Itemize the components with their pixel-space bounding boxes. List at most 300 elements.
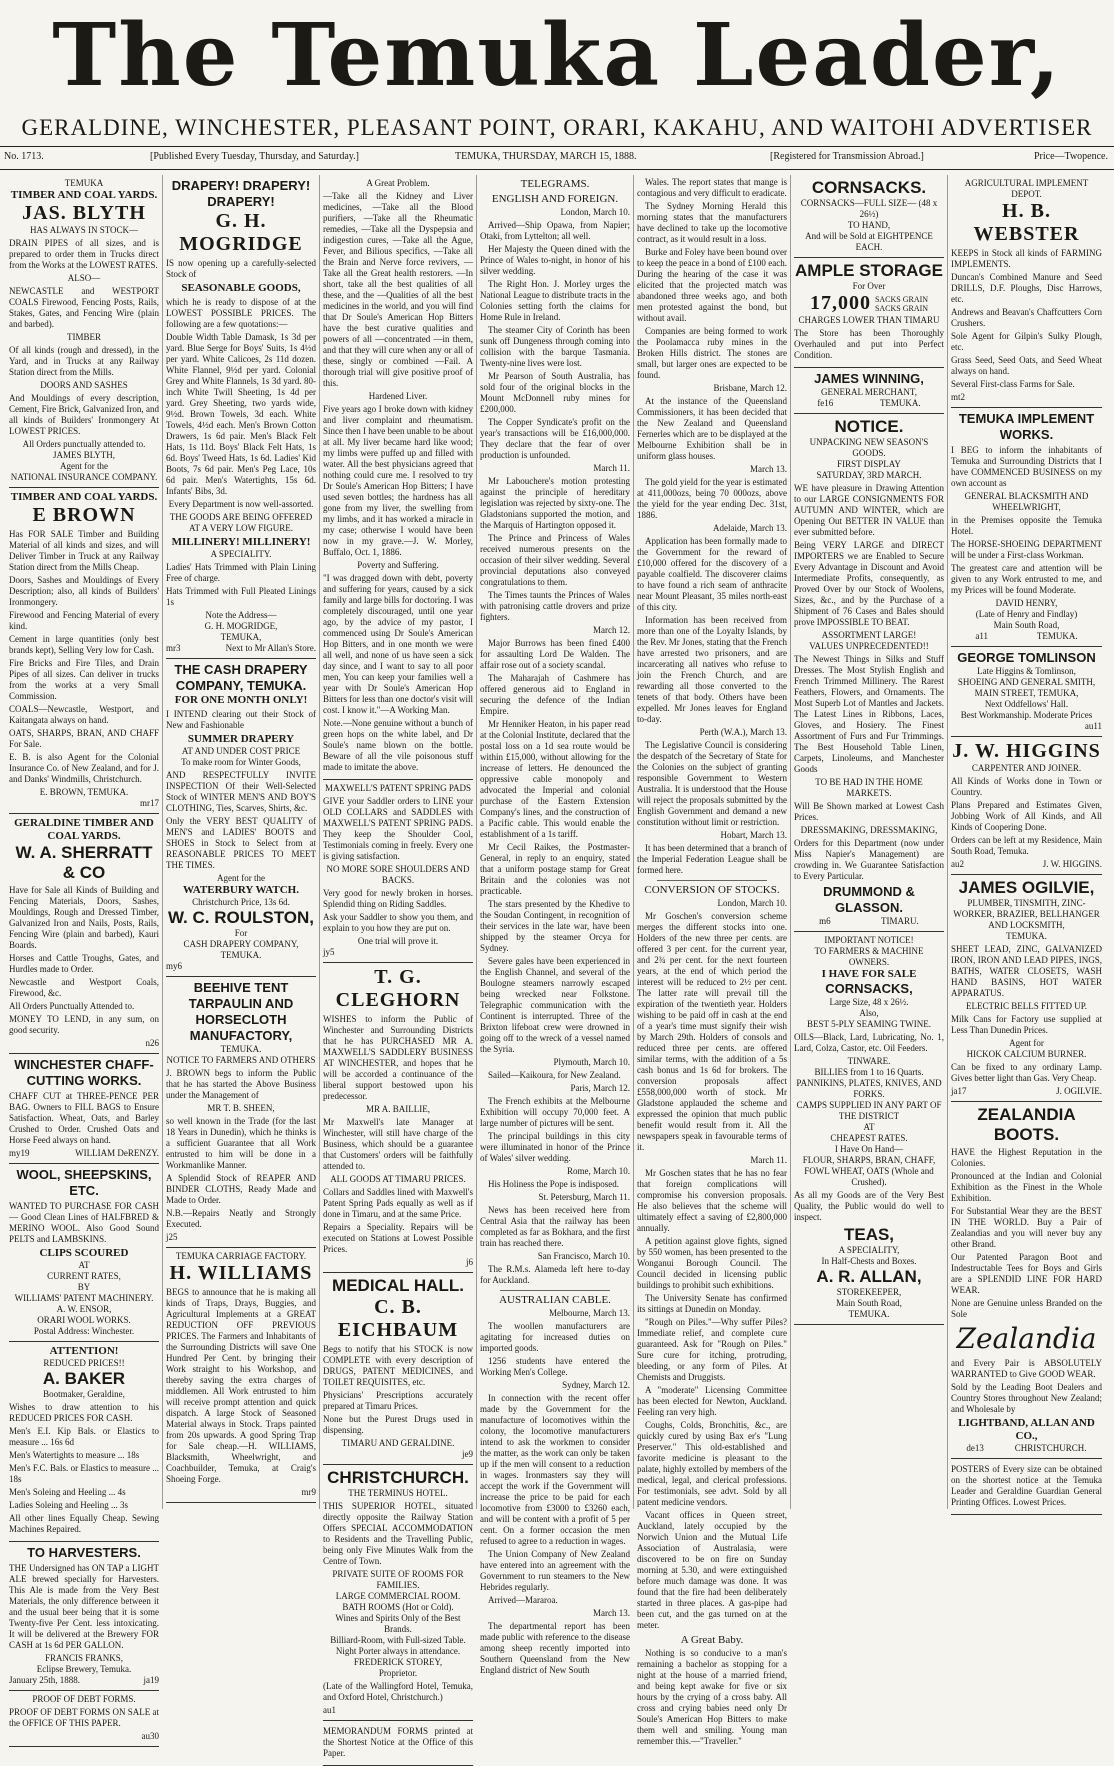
news-paragraph: At the instance of the Queensland Commissioners, it has been decided that the New Zealand and Queensland Fernerles which are to be displayed at the Melbourne Exhibition shall be in uniform glass houses.	[637, 396, 787, 461]
ad-code: fe16	[817, 398, 834, 408]
column-3	[320, 175, 477, 1758]
cornsacks-ad	[794, 175, 944, 258]
chaff-ad	[9, 1054, 159, 1164]
ad-heading: CORNSACKS.	[811, 178, 927, 197]
ad-body: Can be fixed to any ordinary Lamp. Gives better light than Gas. Very Cheap.	[951, 1062, 1102, 1083]
ad-body: Grass Seed, Seed Oats, and Seed Wheat always on hand.	[951, 355, 1102, 376]
section-heading: AUSTRALIAN CABLE.	[499, 1294, 611, 1306]
ad-line: Proprietor.	[378, 1668, 418, 1678]
ad-line: Large Size, 48 x 26½.	[829, 997, 909, 1007]
news-paragraph: Her Majesty the Queen dined with the Prince of Wales to-night, in honor of his silver wedding.	[480, 244, 630, 276]
ad-line: ELECTRIC BELLS FITTED UP.	[966, 1001, 1087, 1011]
ad-line: ASSORTMENT LARGE!	[821, 630, 917, 640]
ad-subheading: REDUCED PRICES!!	[43, 1358, 125, 1368]
advertiser-name: DRUMMOND & GLASSON.	[823, 884, 915, 915]
ad-signature: FREDERICK STOREY,	[353, 1657, 443, 1667]
ad-body: Has FOR SALE Timber and Building Material of all kinds and sizes, and will Deliver Timber in Truck at any Railway Station direct from the Mills Cheap.	[9, 529, 159, 572]
ad-body: Several First-class Farms for Sale.	[951, 379, 1075, 389]
ad-line: (Late of Henry and Findlay)	[975, 609, 1078, 619]
ad-line: TIMBER	[66, 332, 101, 342]
news-paragraph: The R.M.s. Alameda left here to-day for Auckland.	[480, 1264, 630, 1285]
cash-drapery-ad	[166, 659, 316, 977]
divider	[500, 1290, 610, 1291]
ad-body: None but the Purest Drugs used in dispensing.	[323, 1414, 473, 1435]
ad-body: Cement in large quantities (only best brands kept), Selling Very low for Cash.	[9, 634, 159, 655]
ad-body: PROOF OF DEBT FORMS ON SALE at the OFFICE OF THIS PAPER.	[9, 1707, 159, 1728]
ad-body: I BEG to inform the inhabitants of Temuka and Surrounding Districts that I have COMMENCED BUSINESS on my own account as	[951, 445, 1102, 488]
ad-line: Note the Address—	[205, 610, 277, 620]
ad-body: And Mouldings of every description, Cement, Fire Brick, Galvanized Iron, and all kinds of Builders' Ironmongery At LOWEST PRICES.	[9, 393, 159, 436]
advertiser-name: LIGHTBAND, ALLAN AND CO.,	[958, 1417, 1095, 1442]
dateline-item: Paris, March 12.	[570, 1083, 630, 1093]
ad-date: January 25th, 1888.	[9, 1675, 80, 1685]
ad-heading: THE CASH DRAPERY COMPANY, TEMUKA.	[174, 662, 308, 693]
section-heading: CONVERSION OF STOCKS.	[644, 884, 780, 896]
ad-heading: A Great Problem.	[366, 178, 430, 188]
ad-line: ALSO—	[67, 273, 101, 283]
news-paragraph: It has been determined that a branch of the Imperial Federation League shall be formed here.	[637, 843, 787, 875]
advertiser-name: J. W. HIGGINS	[952, 740, 1101, 762]
masthead	[0, 0, 1114, 150]
news-paragraph: Mr Goschen states that he has no fear that foreign complications will compromise his conversion proposals. He also believes that the scheme will ultimately effect a saving of £2,800,000 annually.	[637, 1168, 787, 1233]
ad-footer	[951, 1443, 1102, 1454]
ad-subheading: Hardened Liver.	[368, 391, 428, 401]
higgins-ad	[951, 737, 1102, 875]
mogridge-ad	[166, 175, 316, 659]
dateline-item: Adelaide, March 13.	[713, 523, 787, 533]
ad-body: OILS—Black, Lard, Lubricating, No. 1, Lard, Colza, Castor, etc. Oil Feeders.	[794, 1032, 944, 1053]
advertiser-name: G. H. MOGRIDGE	[179, 210, 303, 255]
terminus-hotel-ad	[323, 1465, 473, 1721]
ad-footer	[951, 631, 1102, 642]
ad-code: j6	[465, 1257, 473, 1267]
ad-body: —Take all the Kidney and Liver medicines, —Take all the Blood purifiers, —Take all the Rheumatic remedies, —Take all the Dyspepsia and indigestion cures, —Take all the Ague, Fever, and Bilious specifics, —Take all the Brain and Nerve force revivers, —Take all the Great health restorers. —In short, take all the best qualities of all these, and the —Qualities of all the best medicines in the world, and you will find that Dr Soule's American Hop Bitters have the best curative qualities and powers of all —concentrated —in them, and that they will cure when any or all of these, singly or combined —Fail. A thorough trial will give positive proof of this.	[323, 191, 473, 388]
news-paragraph: Nothing is so conducive to a man's remaining a bachelor as stopping for a night at the house of a married friend, and being kept awake for five or six hours by the crying of a cross baby. All cross and crying babies need only Dr Soule's American Hop Bitters to make them well and smiling. Young man remember this.—"Traveller."	[637, 1648, 787, 1746]
news-paragraph: The steamer City of Corinth has been sunk off Dungeness through coming into collision with the barque Tasmania. Twenty-nine lives were lost.	[480, 325, 630, 368]
dateline-item: Brisbane, March 12.	[713, 383, 787, 393]
ad-body: Five years ago I broke down with kidney and liver complaint and rheumatism. Since then I have been unable to be about at all. My liver became hard like wood; my limbs were puffed up and filled with water. All the best physicians agreed that nothing could cure me. I resolved to try Dr Soule's American Hop Bitters; I have used seven bottles; the hardness has all gone from my liver, the swelling from my limbs, and it has worked a miracle in my case; otherwise I would have been now in my grave.—J. W. Morley, Buffalo, Oct. 1, 1886.	[323, 404, 473, 557]
ad-body: The HORSE-SHOEING DEPARTMENT will be under a First-class Workman.	[951, 539, 1102, 560]
ad-body: Pronounced at the Indian and Colonial Exhibition as the Finest in the Whole Exhibition.	[951, 1171, 1102, 1203]
ad-body: For Substantial Wear they are the BEST IN THE WORLD. Buy a Pair of Zealandias and you will never buy any other Brand.	[951, 1206, 1102, 1249]
ad-line: Main South Road,	[836, 1298, 902, 1308]
ad-heading: TIMBER AND COAL YARDS.	[10, 491, 158, 503]
ad-line: I Have On Hand—	[834, 1144, 904, 1154]
news-paragraph: 1256 students have entered the Working Men's College.	[480, 1356, 630, 1377]
ad-line: I HAVE FOR SALE	[821, 968, 917, 980]
ad-line: For	[234, 928, 248, 938]
news-paragraph: A "moderate" Licensing Committee has been elected for Newton, Auckland. Feeling ran very high.	[637, 1385, 787, 1417]
news-paragraph: The Prince and Princess of Wales received numerous presents on the occasion of their silver wedding. Several provincial deputations also conveyed congratulations to them.	[480, 533, 630, 587]
ad-code: j25	[166, 1232, 178, 1242]
ad-body: Will Be Shown marked at Lowest Cash Prices.	[794, 801, 944, 822]
news-paragraph: Severe gales have been experienced in the English Channel, and several of the Boulogne steamers narrowly escaped being wrecked near Folkstone. Telegraphic communication with the Continent is interrupted. Three of the Brixton lifeboat crew were drowned in going off to the wreck of a vessel named the Syria.	[480, 956, 630, 1054]
news-paragraph: Wales. The report states that mange is contagious and very difficult to eradicate.	[637, 177, 787, 198]
ad-line: CHEAPEST RATES.	[830, 1133, 908, 1143]
ad-signature: G. H. MOGRIDGE,	[204, 621, 278, 631]
ad-line: In Half-Chests and Boxes.	[821, 1256, 917, 1266]
ad-line: To make room for Winter Goods,	[181, 757, 301, 767]
ad-line: Billiard-Room, with Full-sized Table.	[330, 1635, 466, 1645]
news-paragraph: The principal buildings in this city were illuminated in honor of the Prince of Wales' silver wedding.	[480, 1131, 630, 1163]
issue-number: No. 1713.	[4, 151, 44, 162]
ad-body: COALS—Newcastle, Westport, and Kaitangata always on hand.	[9, 704, 159, 725]
ad-heading: AMPLE STORAGE	[795, 261, 943, 280]
ad-heading: TIMBER AND COAL YARDS.	[10, 189, 158, 201]
ad-body: HAVE the Highest Reputation in the Colonies.	[951, 1147, 1102, 1168]
ad-body: MONEY TO LEND, in any sum, on good security.	[9, 1014, 159, 1035]
ad-body: All Orders Punctually Attended to.	[9, 1001, 135, 1011]
ad-footer	[794, 916, 944, 927]
news-paragraph: The gold yield for the year is estimated at 411,000ozs, being 70 000ozs, above the yield for the year ending Dec. 31st, 1886.	[637, 477, 787, 520]
ad-body: so well known in the Trade (for the last 18 Years in Dunedin), which he thinks is a sufficient Guarantee that all Work entrusted to him will be done in a Workmanlike Manner.	[166, 1116, 316, 1170]
ad-signature: JAMES BLYTH,	[52, 450, 116, 460]
ad-body: BEGS to announce that he is making all kinds of Traps, Drays, Buggies, and Agricultural Implements at a GREAT REDUCTION OFF PREVIOUS PRICES. The Farmers and Inhabitants of the Surrounding Districts will save One Hundred Per Cent. by bringing their Work straight to his Workshop, and thereby saving the extra charges of middlemen. All Work entrusted to him will receive prompt attention and quick dispatch. A large Stock of Seasoned Material always in Stock. Traps painted from 20s upwards. A good Spring Trap for Sale cheap.—H. WILLIAMS, Blacksmith, Wheelwright, and Coachbuilder, Temuka, at Craig's Shoeing Forge.	[166, 1287, 316, 1484]
ad-line: AT	[78, 1260, 90, 1270]
ad-line: Agent for	[1009, 1038, 1044, 1048]
ad-body: Duncan's Combined Manure and Seed DRILLS, D.F. Ploughs, Disc Harrows, etc.	[951, 272, 1102, 304]
news-paragraph: Companies are being formed to work the Poolamacca ruby mines in the Broken Hills district. The stones are small, but larger ones are expected to be found.	[637, 326, 787, 380]
advertiser-name: JAMES OGILVIE,	[958, 878, 1095, 897]
ad-body: Andrews and Beavan's Chaffcutters Corn Crushers.	[951, 307, 1102, 328]
ad-line: Late Higgins & Tomlinson,	[977, 666, 1076, 676]
ad-body: Mr Maxwell's late Manager at Winchester, will still have charge of the Business, which should be a guarantee that Customers' orders will be faithfully attended to.	[323, 1117, 473, 1171]
ad-line: FOR ONE MONTH ONLY!	[174, 694, 308, 706]
ad-heading: IMPORTANT NOTICE!	[824, 935, 914, 945]
column-7	[948, 175, 1105, 1509]
ad-body: J. BROWN begs to inform the Public that he has started the Above Business under the Management of	[166, 1068, 316, 1100]
advertiser-name: C. B. EICHBAUM	[337, 1296, 459, 1341]
ad-line: TEMUKA,	[220, 632, 262, 642]
ad-line: AT	[863, 1122, 875, 1132]
news-paragraph: Coughs, Colds, Bronchitis, &c., are quickly cured by using Bax er's "Lung Preserver." This old-established and favorite medicine is pleasant to the palate, highly extolled by members of the medical, legal, and clerical professions. For testimonials, see advt. Sold by all patent medicine vendors.	[637, 1420, 787, 1507]
ad-body: Milk Cans for Factory use supplied at Less Than Dunedin Prices.	[951, 1014, 1102, 1035]
dateline-item: March 11.	[750, 1155, 787, 1165]
ad-signature: E. BROWN, TEMUKA.	[39, 787, 129, 797]
ad-line: Agent for the	[60, 461, 108, 471]
news-paragraph: Sailed—Kaikoura, for New Zealand.	[488, 1070, 621, 1080]
ad-signature: DAVID HENRY,	[995, 598, 1058, 608]
ad-body: which he is ready to dispose of at the LOWEST POSSIBLE PRICES. The following are a few quotations:—	[166, 297, 316, 329]
ad-heading: TO HARVESTERS.	[27, 1545, 141, 1560]
ad-body: I INTEND clearing out their Stock of New and Fashionable	[166, 709, 316, 730]
ad-line: FIRST DISPLAY	[837, 459, 901, 469]
ad-body: OATS, SHARPS, BRAN, AND CHAFF For Sale.	[9, 728, 159, 749]
baker-ad	[9, 1342, 159, 1542]
dateline-item: March 13.	[750, 464, 787, 474]
ad-body: Wishes to draw attention to his REDUCED PRICES FOR CASH.	[9, 1402, 159, 1423]
news-paragraph: The stars presented by the Khedive to the Soudan Contingent, in recognition of their services in the late war, have been shipped by the steamer Orcya for Sydney.	[480, 899, 630, 953]
sherratt-ad	[9, 814, 159, 1054]
ad-body: Our Patented Paragon Boot and Indestructable Tees for Boys and Girls are a SPLENDID LINE FOR HARD WEAR.	[951, 1252, 1102, 1295]
ad-code: jy5	[323, 947, 335, 957]
ad-body: Note.—None genuine without a bunch of green hops on the white label, and Dr Soule's name blown on the bottle. Beware of all the vile poisonous stuff made to imitate the above.	[323, 718, 473, 772]
webster-ad	[951, 175, 1102, 408]
ad-body: Newcastle and Westport Coals, Firewood, &c.	[9, 977, 159, 998]
news-paragraph: The Maharajah of Cashmere has offered generous aid to England in securing the defence of the Indian Empire.	[480, 673, 630, 716]
harvesters-ad	[9, 1542, 159, 1691]
ad-line: TEAS,	[843, 1225, 895, 1244]
news-paragraph: Arrived—Mararoa.	[488, 1595, 558, 1605]
dateline-item: Hobart, March 13.	[720, 830, 787, 840]
ad-code: m6	[819, 916, 831, 926]
ad-kicker: AGRICULTURAL IMPLEMENT DEPOT.	[964, 178, 1089, 199]
ad-line: And will be Sold at EIGHTPENCE EACH.	[805, 231, 933, 252]
ad-line: Wines and Spirits Only of the Best Brands.	[335, 1613, 461, 1634]
ad-line: ORARI WOOL WORKS.	[37, 1315, 131, 1325]
column-4	[477, 175, 634, 1675]
ad-body: As all my Goods are of the Very Best Quality, the Public would do well to inspect.	[794, 1190, 944, 1222]
ad-line: TEMUKA.	[848, 1309, 890, 1319]
ad-signature: J. W. HIGGINS.	[1042, 859, 1102, 869]
ad-line: WATERBURY WATCH.	[183, 884, 299, 896]
section-subheading: A Great Baby.	[680, 1634, 744, 1646]
ad-code: my6	[166, 961, 183, 971]
ad-heading: NOTICE.	[834, 417, 904, 436]
ad-line: PRIVATE SUITE OF ROOMS FOR FAMILIES.	[332, 1569, 464, 1590]
ad-body: Physicians' Prescriptions accurately prepared at Timaru Prices.	[323, 1390, 473, 1411]
news-paragraph: A petition against glove fights, signed by 550 women, has been presented to the Wonganui Borough Council. The Council decided in licensing public buildings to prohibit such exhibitions.	[637, 1236, 787, 1290]
dateline	[0, 146, 1114, 170]
ad-line: UNPACKING NEW SEASON'S GOODS.	[809, 437, 929, 458]
ad-footer	[166, 643, 316, 654]
ad-code: au11	[1084, 721, 1102, 731]
wool-ad	[9, 1164, 159, 1342]
news-paragraph: Vacant offices in Queen street, Auckland, lately occupied by the Norwich Union and the Mutual Life Association of Australasia, were discovered to be on fire on Sunday morning at 5.30, and were extinguished before much damage was done. It was found that the fire had been deliberately started in three places. A gas-pipe had been cut, and the gas turned on at the meter.	[637, 1510, 787, 1630]
storage-ad	[794, 258, 944, 368]
advertiser-name: T. G. CLEGHORN	[335, 966, 461, 1011]
beehive-ad	[166, 977, 316, 1248]
ad-body: Ask your Saddler to show you them, and explain to you how they are put on.	[323, 912, 473, 933]
ad-body: "I was dragged down with debt, poverty and suffering for years, caused by a sick family and large bills for doctoring. I was completely discouraged, until one year ago, by the advice of my pastor, I commenced using Dr Soule's American Hop Bitters, and in one month we were all well, and none of us have seen a sick day since, and I want to say to all poor men, You can keep your families well a year with Dr Soule's American Hop Bitters for less than one doctor's visit will cost. I know it."—A Working Man.	[323, 573, 473, 715]
ad-footer	[951, 1086, 1102, 1097]
ad-line: TO BE HAD IN THE HOME MARKETS.	[815, 777, 923, 798]
advertiser-name: GEORGE TOMLINSON	[957, 650, 1096, 665]
ad-line: Bootmaker, Geraldine,	[43, 1389, 125, 1399]
ad-line: TIMARU AND GERALDINE.	[341, 1438, 455, 1448]
ad-code: a11	[975, 631, 989, 641]
ad-line: NOTICE TO FARMERS AND OTHERS	[166, 1055, 316, 1065]
ad-line: HICKOK CALCIUM BURNER.	[966, 1049, 1087, 1059]
ad-line: TEMUKA.	[879, 398, 921, 408]
ad-heading: WOOL, SHEEPSKINS, ETC.	[16, 1167, 152, 1198]
allan-ad	[794, 932, 944, 1325]
zealandia-ad	[951, 1102, 1102, 1459]
ad-line: BILLIES from 1 to 16 Quarts.	[814, 1067, 924, 1077]
ad-body: Plans Prepared and Estimates Given, Jobbing Work of All Kinds, and All Kinds of Coopering Done.	[951, 800, 1102, 832]
dateline-item: March 13.	[593, 1608, 630, 1618]
ad-line: CARPENTER AND JOINER.	[971, 763, 1082, 773]
ad-body: IS now opening up a carefully-selected Stock of	[166, 258, 316, 279]
ad-body: and Every Pair is ABSOLUTELY WARRANTED to Give GOOD WEAR.	[951, 1358, 1102, 1379]
section-subheading: ENGLISH AND FOREIGN.	[491, 193, 619, 205]
ad-line: WILLIAMS' PATENT MACHINERY.	[14, 1293, 154, 1303]
ad-line: Next to Mr Allan's Store.	[225, 643, 316, 653]
ad-line: MILLINERY! MILLINERY!	[171, 536, 311, 548]
advertiser-name: A. R. ALLAN,	[816, 1267, 922, 1286]
debt-forms-ad	[9, 1691, 159, 1747]
ad-code: mt2	[951, 392, 966, 402]
ad-subheading: Poverty and Suffering.	[357, 560, 439, 570]
news-paragraph: The Union Company of New Zealand have entered into an agreement with the Government to run steamers to the New Hebrides regularly.	[480, 1549, 630, 1592]
ad-body: GIVE your Saddler orders to LINE your OLD COLLARS and SADDLES with MAXWELL'S PATENT SPRING PADS. They keep the Shoulder Cool, Testimonials coming in freely. Every one is giving satisfaction.	[323, 796, 473, 861]
posters-ad	[951, 1459, 1102, 1515]
news-paragraph: The departmental report has been made public with reference to the disease among sheep recently imported into Southern Queensland from the New England district of New South	[480, 1621, 630, 1675]
ad-heading: TEMUKA IMPLEMENT WORKS.	[958, 411, 1095, 442]
memo-forms-ad	[323, 1721, 473, 1766]
column-1	[6, 175, 163, 1741]
ogilvie-ad	[951, 875, 1102, 1102]
ad-code: ja17	[951, 1086, 967, 1096]
news-paragraph: News has been received here from Central Asia that the railway has been completed as far as Bokhara, and the first train has reached there.	[480, 1205, 630, 1248]
ad-line: FLOUR, SHARPS, BRAN, CHAFF, FOWL WHEAT, OATS (Whole and Crushed).	[802, 1155, 936, 1187]
ad-body: WISHES to inform the Public of Winchester and Surrounding Districts that he has PURCHASED MR A. MAXWELL'S SADDLERY BUSINESS AT WINCHESTER, and hopes that he will be accorded a continuance of the liberal support bestowed upon his predecessor.	[323, 1014, 473, 1101]
ad-body: DRAIN PIPES of all sizes, and is prepared to order them in Trucks direct from the Works at the LOWEST RATES.	[9, 238, 159, 270]
dateline-item: Sydney, March 12.	[562, 1380, 630, 1390]
ad-body: The greatest care and attention will be given to any Work entrusted to me, and my Prices will be found Moderate.	[951, 563, 1102, 595]
storage-number: 17,000	[809, 292, 871, 314]
ad-body: N.B.—Repairs Neatly and Strongly Executed.	[166, 1208, 316, 1229]
divider	[657, 880, 767, 881]
dateline-item: London, March 10.	[560, 207, 630, 217]
ad-body: NEWCASTLE and WESTPORT COALS Firewood, Fencing Posts, Rails, Stakes, Gates, and Fencing Wire (plain and barbed).	[9, 286, 159, 329]
ad-line: DOORS AND SASHES	[40, 380, 128, 390]
column-6	[791, 175, 948, 1509]
ad-body: Ladies' Hats Trimmed with Plain Lining Free of charge.	[166, 562, 316, 583]
ad-body: The Newest Things in Silks and Stuff Dresses. The Most Stylish English and French Trimmed Millinery. The Rarest Feathers, Flowers, and Ornaments. The Most Superb Lot of Mantles and Jackets. The Latest Lines in Ribbons, Laces, Gloves, and Hosiery. The Finest Assortment of Furs and Fur Trimmings. The Best Household Table Linen, Carpets, Linoleums, and Manchester Goods	[794, 654, 944, 774]
ad-body: CHAFF CUT at THREE-PENCE PER BAG. Owners to FILL BAGS to Ensure Satisfaction. Wheat, Oats, and Barley Crushed to Order. Crushed Oats and Horse Feed always on hand.	[9, 1091, 159, 1145]
ad-line: TO HAND,	[847, 220, 891, 230]
ad-heading: MEDICAL HALL.	[332, 1276, 464, 1295]
ad-line: DRESSMAKING, DRESSMAKING,	[800, 825, 938, 835]
ad-body: Orders can be left at my Residence, Main South Road, Temuka.	[951, 835, 1102, 856]
issue-price: Price—Twopence.	[1034, 151, 1108, 162]
ad-heading: DRAPERY! DRAPERY! DRAPERY!	[171, 178, 311, 209]
ad-line: BEST 5-PLY SEAMING TWINE.	[807, 1019, 931, 1029]
ad-line: Eclipse Brewery, Temuka.	[36, 1664, 132, 1674]
price-line: Men's F.C. Bals. or Elastics to measure ... 18s	[9, 1463, 159, 1484]
ad-line: Next Oddfellows' Hall.	[984, 699, 1069, 709]
news-paragraph: Mr Goschen's conversion scheme merges the different stocks into one. Holders of the new three per cents. are offered 3 per cent. for the current year, and 2¾ per cent. for the next fourteen years, at the end of which period the interest will be reduced to 2½ per cent. The latter rate will prevail till the expiration of the twentieth year. Holders wishing to be paid off in cash at the end of a year's time must signify their wish by March 29th. Holders of consols and reduced three per cents. are offered similar terms, with the addition of a 5s cash bonus and 1s 6d for brokers. The conversion proposals affect £558,000,000 worth of stock. Mr Gladstone applauded the scheme and expressed the opinion that much public benefit would result from it. All the newspapers speak in favourable terms of it.	[637, 911, 787, 1152]
ad-body: Very good for newly broken in horses. Splendid thing on Riding Saddles.	[323, 888, 473, 909]
news-paragraph: The Legislative Council is considering the despatch of the Secretary of State for the Colonies on the subject of granting responsible Government to Western Australia. It is understood that the House will reject the proposals submitted by the English Government and demand a new constitution without limit or restriction.	[637, 740, 787, 827]
ad-code: au2	[951, 859, 964, 869]
advertiser-name: H. B. WEBSTER	[973, 200, 1080, 245]
news-paragraph: The University Senate has confirmed its sittings at Dunedin on Monday.	[637, 1293, 787, 1314]
price-line: Men's E.I. Kip Bals. or Elastics to measure ... 16s 6d	[9, 1426, 159, 1447]
ad-line: Christchurch Price, 13s 6d.	[192, 897, 290, 907]
ad-line: THE TERMINUS HOTEL.	[348, 1488, 448, 1498]
ad-line: CURRENT RATES,	[47, 1271, 121, 1281]
ad-body: Begs to notify that his STOCK is now COMPLETE with every description of DRUGS, PATENT MEDICINES, and TOILET REQUISITES, etc.	[323, 1344, 473, 1387]
ad-body: THE Undersigned has ON TAP a LIGHT ALE brewed specially for Harvesters. This Ale is made from the Very Best Materials, the only difference between it and the usual beer being that it is some Twenty-five Per Cent. less intoxicating. It will be delivered at the Brewery FOR CASH at 1s 6d PER GALLON.	[9, 1563, 159, 1650]
ad-signature: J. OGILVIE.	[1056, 1086, 1102, 1096]
ad-footer	[9, 1148, 159, 1159]
dateline-item: March 12.	[593, 625, 630, 635]
ad-body: Sole Agent for Gilpin's Sulky Plough, etc.	[951, 331, 1102, 352]
ad-line: NATIONAL INSURANCE COMPANY.	[10, 472, 158, 482]
news-paragraph: The Sydney Morning Herald this morning states that the manufacturers have declined to take up the locomotive contract, as it would result in a loss.	[637, 201, 787, 244]
ad-footer	[951, 859, 1102, 870]
ad-line: TEMUKA.	[1036, 631, 1078, 641]
ad-line: Night Porter always in attendance.	[335, 1646, 461, 1656]
advertiser-name: A. BAKER	[42, 1369, 126, 1388]
advertiser-name: W. A. SHERRATT & CO	[15, 843, 153, 882]
columns	[6, 175, 1108, 1758]
ad-line: CHRISTCHURCH.	[1014, 1443, 1087, 1453]
ad-heading: PROOF OF DEBT FORMS.	[32, 1694, 136, 1704]
ad-kicker: TEMUKA	[64, 178, 104, 188]
news-paragraph: The woollen manufacturers are agitating for increased duties on imported goods.	[480, 1321, 630, 1353]
ad-line: Main South Road,	[993, 620, 1060, 630]
news-paragraph: Burke and Foley have been bound over to keep the peace in a bond of £100 each. During the hearing of the case it was elicited that the projected match was abandoned three weeks ago, and both men protested against the bond, but without avail.	[637, 247, 787, 323]
ad-body: THIS SUPERIOR HOTEL, situated directly opposite the Railway Station Offers SPECIAL ACCOMMODATION to Residents and the Travelling Public, being only Five Minutes Walk from the Centre of Town.	[323, 1501, 473, 1566]
ad-heading: BEEHIVE TENT TARPAULIN AND HORSECLOTH MANUFACTORY,	[188, 980, 294, 1043]
ad-line: STOREKEEPER,	[836, 1287, 902, 1297]
ad-heading: MAXWELL'S PATENT SPRING PADS	[324, 783, 472, 793]
ad-line: MR T. B. SHEEN,	[207, 1103, 275, 1113]
ad-body: Only the VERY BEST QUALITY of MEN'S and LADIES' BOOTS and SHOES in Stock to Select from at REASONABLE PRICES TO MEET THE TIMES.	[166, 816, 316, 870]
ad-code: mr17	[140, 798, 159, 808]
ad-body: Fire Bricks and Fire Tiles, and Drain Pipes of all sizes. Can deliver in trucks from the works at a very Small Commission.	[9, 658, 159, 701]
news-paragraph: Major Burrows has been fined £400 for assaulting Lord De Walden. The affair rose out of a society scandal.	[480, 638, 630, 670]
ad-body: Horses and Cattle Troughs, Gates, and Hurdles made to Order.	[9, 953, 159, 974]
ad-line: VALUES UNPRECEDENTED!!	[809, 641, 929, 651]
ad-body: Orders for this Department (now under Miss Napier's Management) are crowding in. We Guarantee Satisfaction to Every Particular.	[794, 838, 944, 881]
storage-unit: SACKS GRAIN	[874, 303, 929, 313]
ad-body: Repairs a Speciality. Repairs will be executed on Stations at Lowest Possible Prices.	[323, 1222, 473, 1254]
ad-line: PANNIKINS, PLATES, KNIVES, AND FORKS.	[796, 1078, 942, 1099]
ad-body: Firewood and Fencing Material of every kind.	[9, 610, 159, 631]
dateline-item: St. Petersburg, March 11.	[538, 1192, 630, 1202]
ad-body: The Store has been Thoroughly Overhauled and put into Perfect Condition.	[794, 328, 944, 360]
cleghorn-ad	[323, 963, 473, 1273]
advertiser-name: JAMES WINNING,	[814, 371, 924, 386]
news-paragraph: His Holiness the Pope is indisposed.	[488, 1179, 620, 1189]
ad-body: in the Premises opposite the Temuka Hotel.	[951, 515, 1102, 536]
winning-ad	[794, 368, 944, 414]
ad-code: je9	[462, 1449, 473, 1459]
ad-code: au30	[141, 1731, 159, 1741]
price-line: Men's Soleing and Heeling ... 4s	[9, 1487, 126, 1497]
ad-line: CHARGES LOWER THAN TIMARU	[798, 315, 940, 325]
dateline-item: March 11.	[593, 463, 630, 473]
ad-signature: FRANCIS FRANKS,	[44, 1653, 124, 1663]
ad-body: AND RESPECTFULLY INVITE INSPECTION Of their Well-Selected Stock of WINTER MEN'S AND BOY'S CLOTHING, Ties, Scarves, Shirts, &c.	[166, 770, 316, 813]
ad-signature: WILLIAM DeRENZY.	[75, 1148, 159, 1158]
ad-code: ja19	[143, 1675, 159, 1685]
ad-heading: TEMUKA CARRIAGE FACTORY.	[175, 1251, 307, 1261]
ad-line: CAMPS SUPPLIED IN ANY PART OF THE DISTRICT	[796, 1100, 942, 1121]
storage-unit: SACKS GRAIN	[874, 294, 929, 304]
ad-body: All Kinds of Works done in Town or Country.	[951, 776, 1102, 797]
ad-line: Also,	[859, 1008, 879, 1018]
zealandia-brand-logo: Zealandia	[956, 1322, 1097, 1355]
dateline-item: Rome, March 10.	[567, 1166, 630, 1176]
dateline-item: London, March 10.	[717, 898, 787, 908]
ad-line: Best Workmanship. Moderate Prices	[960, 710, 1093, 720]
ad-line: SATURDAY, 3RD MARCH.	[816, 470, 922, 480]
column-5	[634, 175, 791, 1746]
ad-code: my19	[9, 1148, 30, 1158]
ad-line: MR A. BAILLIE,	[366, 1104, 430, 1114]
ad-body: MEMORANDUM FORMS printed at the Shortest Notice at the Office of this Paper.	[323, 1726, 473, 1758]
ad-line: PLUMBER, TINSMITH, ZINC-WORKER, BRAZIER, BELLHANGER AND LOCKSMITH,	[953, 898, 1100, 930]
ad-line: HAS ALWAYS IN STOCK—	[29, 225, 139, 235]
registration-note: [Registered for Transmission Abroad.]	[770, 151, 924, 162]
brown-ad	[9, 488, 159, 814]
ad-body: WANTED TO PURCHASE FOR CASH — Good Clean Lines of HALFBRED & MERINO WOOL. Also Good Sound PELTS and LAMBSKINS.	[9, 1201, 159, 1244]
